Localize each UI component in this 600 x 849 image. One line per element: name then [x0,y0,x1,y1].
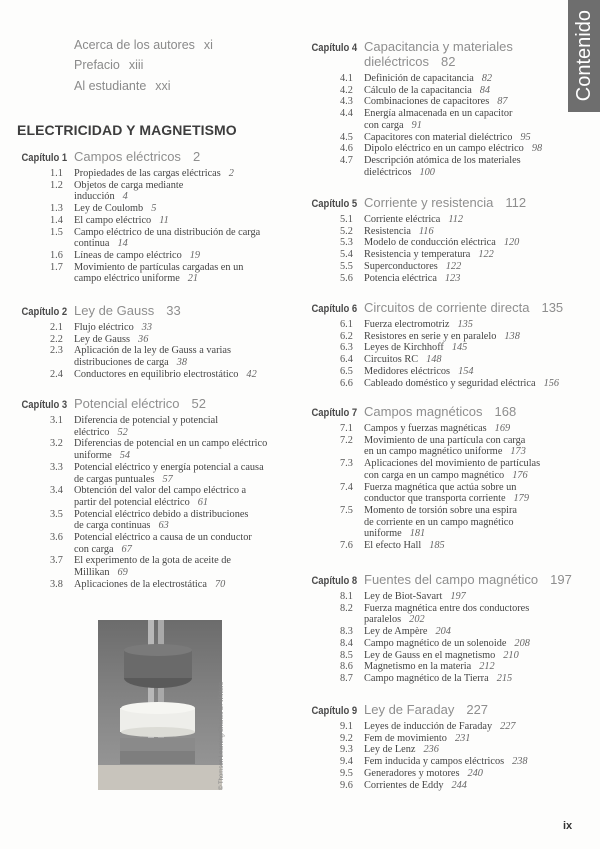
section-title: Superconductores [364,260,438,272]
section-title: Ley de Gauss en el magnetismo [364,649,496,661]
section-number: 9.2 [340,732,353,744]
capacitor-photo [98,620,222,790]
section-page: 236 [423,744,439,756]
section-page: 210 [503,649,519,661]
section-entry[interactable] [307,226,577,238]
section-entry[interactable] [17,334,287,346]
section-number: 5.1 [340,214,353,225]
section-title: Dipolo eléctrico en un campo eléctrico [364,143,524,155]
section-number: 1.2 [50,179,63,191]
section-number: 3.2 [50,438,63,450]
section-number: 8.5 [340,649,353,661]
section-number: 4.4 [340,108,353,120]
chapter-heading[interactable] [307,196,577,212]
section-title: Definición de capacitancia [364,73,474,84]
chapter-title-line [364,703,584,718]
chapter-block [17,304,287,381]
section-title: Magnetismo en la materia [364,661,472,673]
section-page: 169 [494,423,511,434]
section-title: Obtención del valor del campo eléctrico a partir del potencial eléctrico [74,485,247,508]
section-title: Aplicación de la ley de Gauss a varias distribuciones de carga [74,345,231,369]
section-page: 2 [228,168,234,179]
front-matter-page: xi [203,38,213,52]
chapter-heading[interactable] [307,703,577,719]
section-entry[interactable] [307,108,577,131]
chapter-page: 33 [166,303,181,318]
part-title: ELECTRICIDAD Y MAGNETISMO [17,122,237,138]
chapter-label: Capítulo 9 [311,705,357,717]
chapter-heading[interactable] [307,573,577,589]
section-entry[interactable] [307,155,577,178]
section-title: Diferencia de potencial y potencial eléctrico [74,415,219,438]
section-title: Ley de Lenz [364,744,416,756]
section-title: Potencial eléctrico debido a distribuciones de carga continuas [74,508,249,532]
section-number: 5.6 [340,272,353,284]
section-title: Movimiento de una partícula con carga en un campo magnético uniforme [364,434,526,458]
section-title: Potencial eléctrico a causa de un conductor con carga [74,532,252,555]
section-entry[interactable] [307,378,577,390]
chapter-heading[interactable] [307,40,577,71]
section-page: 91 [411,119,422,131]
section-entry[interactable] [17,532,287,555]
front-matter-page: xxi [155,79,171,93]
front-matter-item[interactable] [74,58,143,72]
section-entry[interactable] [307,505,577,540]
section-page: 70 [214,578,226,590]
section-number: 7.1 [340,423,353,434]
section-number: 6.5 [340,365,353,377]
section-page: 123 [444,272,461,284]
section-page: 208 [514,637,530,649]
section-number: 4.5 [340,131,353,143]
section-page: 54 [119,450,131,462]
side-tab-label: Contenido [573,10,595,102]
section-page: 57 [162,473,173,485]
section-title: Fuerza magnética que actúa sobre un conductor que transporta corriente [364,481,517,505]
chapter-label: Capítulo 7 [311,407,357,419]
chapter-title-line [74,304,294,319]
section-entry[interactable] [307,237,577,249]
section-page: 21 [187,273,199,285]
front-matter-label: Acerca de los autores [74,38,195,52]
section-entry[interactable] [307,482,577,505]
section-page: 11 [159,214,169,226]
page-number: ix [563,820,573,832]
section-number: 9.3 [340,744,353,756]
section-title: Líneas de campo eléctrico [74,249,182,261]
section-entry[interactable] [17,579,287,591]
section-number: 6.6 [340,377,353,389]
section-page: 122 [478,249,494,261]
section-entry[interactable] [307,673,577,685]
section-number: 6.4 [340,354,353,366]
section-number: 8.4 [340,637,353,649]
section-title: Capacitores con material dieléctrico [364,131,513,143]
section-title: Cableado doméstico y seguridad eléctrica [364,377,536,389]
chapter-title-line [364,405,584,420]
section-entry[interactable] [17,215,287,227]
section-number: 1.3 [50,203,63,215]
section-number: 9.5 [340,767,353,779]
chapter-block [307,40,577,178]
section-entry[interactable] [307,768,577,780]
section-page: 145 [451,342,468,354]
section-title: Conductores en equilibrio electrostático [74,368,239,380]
section-number: 9.6 [340,779,353,791]
section-page: 176 [512,469,528,481]
section-entry[interactable] [307,744,577,756]
section-number: 7.3 [340,458,353,470]
section-page: 240 [467,767,483,779]
section-number: 8.7 [340,672,353,684]
section-page: 19 [189,249,201,261]
chapter-page: 112 [505,195,527,210]
section-title: Potencial eléctrico y energía potencial a causa de cargas puntuales [74,461,264,485]
section-title: Leyes de Kirchhoff [364,342,444,354]
section-entry[interactable] [17,203,287,215]
section-title: Corrientes de Eddy [364,779,444,791]
section-entry[interactable] [307,261,577,273]
section-page: 231 [454,732,471,744]
front-matter-label: Al estudiante [74,79,147,93]
section-page: 197 [450,591,466,602]
section-entry[interactable] [17,168,287,180]
section-page: 5 [151,203,157,215]
front-matter-item[interactable] [74,79,171,93]
front-matter-item[interactable] [74,38,213,52]
section-page: 42 [246,368,257,380]
section-entry[interactable] [307,540,577,552]
section-entry[interactable] [17,180,287,203]
section-title: El efecto Hall [364,540,422,552]
chapter-label: Capítulo 5 [311,198,357,210]
section-title: Aplicaciones del movimiento de partículas con carga en un campo magnético [364,458,541,481]
section-entry[interactable] [307,366,577,378]
section-entry[interactable] [17,227,287,250]
section-number: 5.5 [340,260,353,272]
section-page: 185 [429,540,445,552]
section-title: Circuitos RC [364,354,419,366]
section-page: 36 [138,333,149,345]
section-title: Generadores y motores [364,767,460,779]
chapter-block [307,703,577,791]
chapter-title-line [364,196,584,211]
section-entry[interactable] [307,273,577,285]
section-title: Descripción atómica de los materiales dieléctricos [364,154,521,178]
section-entry[interactable] [307,721,577,733]
section-entry[interactable] [17,415,287,438]
chapter-block [307,196,577,284]
chapter-title-line [364,40,584,69]
section-page: 215 [496,672,513,684]
section-number: 4.6 [340,143,353,155]
section-title: Modelo de conducción eléctrica [364,237,496,249]
section-page: 138 [504,330,520,342]
section-entry[interactable] [307,661,577,673]
section-title: Diferencias de potencial en un campo eléctrico uniforme [74,438,268,462]
section-number: 3.3 [50,461,63,473]
section-entry[interactable] [307,96,577,108]
section-page: 61 [197,496,209,508]
section-number: 7.6 [340,540,353,552]
front-matter-label: Prefacio [74,58,120,72]
section-page: 33 [141,322,153,333]
section-entry[interactable] [307,73,577,85]
chapter-title: Fuentes del campo magnético [364,572,539,587]
chapter-title: Campos eléctricos [74,149,181,164]
section-page: 227 [500,721,516,732]
section-number: 2.3 [50,345,63,357]
section-entry[interactable] [307,354,577,366]
section-number: 7.2 [340,434,353,446]
section-number: 3.4 [50,485,63,497]
section-entry[interactable] [17,438,287,461]
section-number: 4.1 [340,73,353,84]
section-page: 63 [158,520,169,532]
section-number: 1.6 [50,249,63,261]
chapter-heading[interactable] [307,301,577,317]
section-title: Flujo eléctrico [74,322,134,333]
chapter-heading[interactable] [17,150,287,166]
section-entry[interactable] [307,423,577,435]
section-entry[interactable] [307,331,577,343]
section-entry[interactable] [307,319,577,331]
chapter-title: Capacitancia y materiales dieléctricos [364,39,513,69]
section-number: 5.2 [340,225,353,237]
section-page: 38 [176,357,188,369]
chapter-page: 227 [466,702,489,717]
section-number: 1.4 [50,214,63,226]
section-page: 100 [419,166,435,178]
section-number: 3.7 [50,555,63,567]
section-page: 67 [121,543,132,555]
section-title: Corriente eléctrica [364,214,441,225]
section-number: 1.5 [50,226,63,238]
section-title: Energía almacenada en un capacitor con carga [364,108,513,131]
section-title: Aplicaciones de la electrostática [74,578,207,590]
section-page: 181 [409,528,426,540]
section-title: Ley de Coulomb [74,203,144,215]
section-title: Ley de Gauss [74,333,131,345]
chapter-title: Ley de Gauss [74,303,155,318]
section-entry[interactable] [307,733,577,745]
section-number: 4.3 [340,96,353,108]
chapter-block [17,150,287,285]
chapter-title-line [364,573,584,588]
chapter-label: Capítulo 8 [311,575,357,587]
chapter-title: Campos magnéticos [364,404,483,419]
chapter-page: 2 [192,149,201,164]
photo-credit: © Thomson Learning/Charles D. Winters [219,681,225,790]
section-number: 8.1 [340,591,353,602]
chapter-title: Ley de Faraday [364,702,455,717]
chapter-block [307,405,577,552]
section-entry[interactable] [307,650,577,662]
chapter-label: Capítulo 4 [311,42,357,54]
section-page: 120 [503,237,520,249]
section-number: 6.3 [340,342,353,354]
chapter-page: 197 [550,572,572,587]
chapter-label: Capítulo 3 [21,399,67,411]
chapter-title-line [74,397,294,412]
chapter-title: Corriente y resistencia [364,195,494,210]
section-title: Fuerza magnética entre dos conductores paralelos [364,602,530,626]
section-page: 95 [520,131,531,143]
section-entry[interactable] [17,322,287,334]
section-title: El campo eléctrico [74,214,152,226]
section-entry[interactable] [307,214,577,226]
section-title: Propiedades de las cargas eléctricas [74,168,221,179]
section-entry[interactable] [17,262,287,285]
section-title: Ley de Biot-Savart [364,591,443,602]
section-page: 204 [435,626,451,638]
section-page: 238 [512,756,528,768]
section-title: Potencia eléctrica [364,272,437,284]
chapter-page: 135 [541,300,564,315]
section-number: 2.1 [50,322,63,333]
section-entry[interactable] [17,345,287,368]
chapter-title: Circuitos de corriente directa [364,300,530,315]
section-number: 1.1 [50,168,63,179]
section-title: Campo magnético de un solenoide [364,637,507,649]
section-number: 2.4 [50,368,63,380]
chapter-title-line [364,301,584,316]
section-number: 2.2 [50,333,63,345]
section-entry[interactable] [307,458,577,481]
section-page: 244 [451,779,467,791]
section-entry[interactable] [307,85,577,97]
section-number: 3.1 [50,415,63,426]
section-number: 5.4 [340,249,353,261]
chapter-page: 82 [441,53,456,69]
section-page: 112 [448,214,464,225]
section-number: 4.7 [340,154,353,166]
section-entry[interactable] [17,369,287,381]
section-page: 173 [510,446,526,458]
section-title: Leyes de inducción de Faraday [364,721,493,732]
section-entry[interactable] [307,756,577,768]
section-title: Resistores en serie y en paralelo [364,330,497,342]
section-entry[interactable] [307,435,577,458]
section-title: Combinaciones de capacitores [364,96,490,108]
section-number: 9.4 [340,756,353,768]
section-page: 212 [479,661,495,673]
chapter-label: Capítulo 2 [21,306,67,318]
section-number: 9.1 [340,721,353,732]
section-entry[interactable] [307,638,577,650]
section-entry[interactable] [17,509,287,532]
section-title: Ley de Ampère [364,626,428,638]
section-page: 148 [426,354,442,366]
section-page: 14 [117,238,128,250]
section-entry[interactable] [307,591,577,603]
section-title: Movimiento de partículas cargadas en un campo eléctrico uniforme [74,261,244,285]
section-number: 6.2 [340,330,353,342]
chapter-block [307,301,577,389]
section-entry[interactable] [307,132,577,144]
section-page: 98 [531,143,543,155]
section-title: Medidores eléctricos [364,365,451,377]
section-number: 3.8 [50,578,63,590]
section-title: Resistencia [364,225,411,237]
chapter-heading[interactable] [17,304,287,320]
section-entry[interactable] [17,485,287,508]
section-page: 154 [458,365,474,377]
section-page: 82 [481,73,493,84]
chapter-heading[interactable] [307,405,577,421]
section-page: 202 [409,614,425,626]
section-entry[interactable] [17,555,287,578]
chapter-block [17,397,287,591]
section-entry[interactable] [307,249,577,261]
section-entry[interactable] [307,342,577,354]
section-number: 5.3 [340,237,353,249]
section-page: 156 [543,377,560,389]
section-title: Fuerza electromotriz [364,319,450,330]
section-title: Fem inducida y campos eléctricos [364,756,505,768]
section-number: 7.4 [340,481,353,493]
section-page: 4 [122,191,128,203]
section-number: 8.2 [340,602,353,614]
section-title: Fem de movimiento [364,732,447,744]
chapter-label: Capítulo 1 [21,152,67,164]
section-title: Campo magnético de la Tierra [364,672,489,684]
section-page: 116 [418,225,434,237]
section-number: 7.5 [340,504,353,516]
section-title: Objetos de carga mediante inducción [74,179,184,203]
section-number: 4.2 [340,84,353,96]
section-entry[interactable] [307,780,577,792]
section-page: 122 [445,260,462,272]
chapter-title-line [74,150,294,165]
section-page: 84 [479,84,491,96]
section-page: 179 [513,493,529,505]
chapter-page: 168 [494,404,517,419]
section-number: 3.5 [50,508,63,520]
section-number: 6.1 [340,319,353,330]
section-number: 3.6 [50,532,63,544]
section-title: El experimento de la gota de aceite de Millikan [74,555,231,579]
chapter-label: Capítulo 6 [311,303,357,315]
section-title: Cálculo de la capacitancia [364,84,472,96]
section-page: 69 [117,567,128,579]
section-title: Momento de torsión sobre una espira de corriente en un campo magnético uniforme [364,504,517,540]
section-title: Campo eléctrico de una distribución de carga continua [74,226,261,250]
section-title: Campos y fuerzas magnéticas [364,423,487,434]
chapter-title: Potencial eléctrico [74,396,180,411]
section-entry[interactable] [17,462,287,485]
front-matter-page: xiii [128,58,144,72]
section-number: 1.7 [50,261,63,273]
chapter-page: 52 [191,396,206,411]
chapter-heading[interactable] [17,397,287,413]
section-entry[interactable] [17,250,287,262]
section-entry[interactable] [307,143,577,155]
section-entry[interactable] [307,603,577,626]
section-page: 135 [457,319,473,330]
section-number: 8.3 [340,626,353,638]
section-entry[interactable] [307,626,577,638]
section-page: 87 [497,96,508,108]
section-number: 8.6 [340,661,353,673]
section-page: 52 [117,426,128,438]
section-title: Resistencia y temperatura [364,249,471,261]
chapter-block [307,573,577,685]
